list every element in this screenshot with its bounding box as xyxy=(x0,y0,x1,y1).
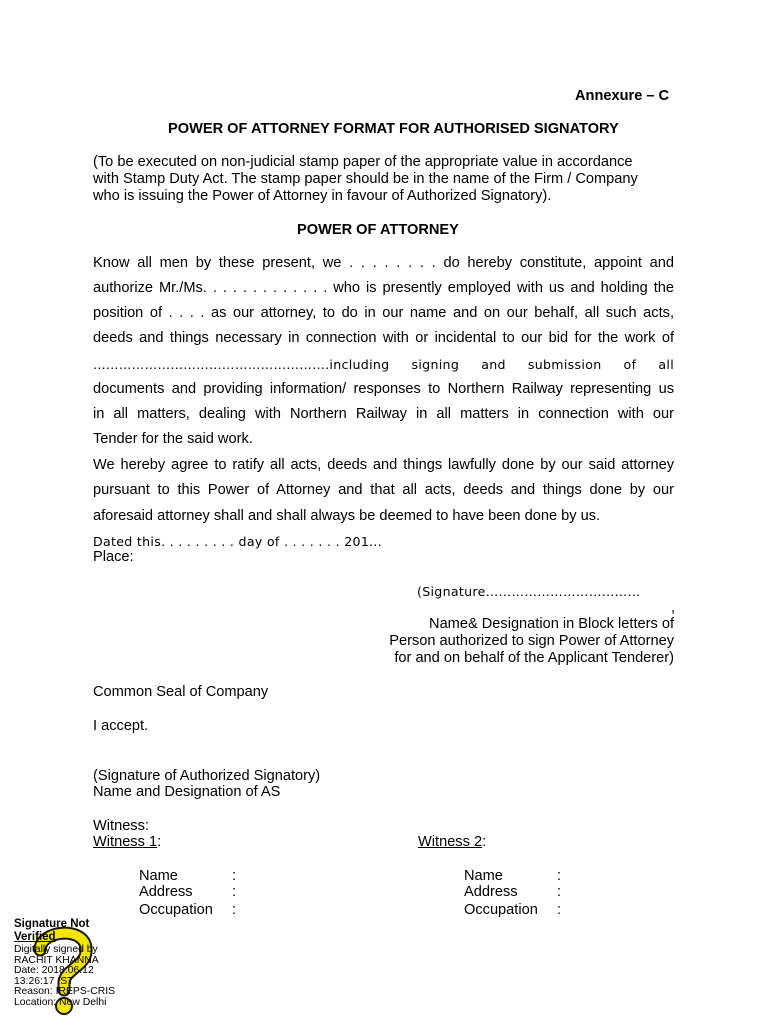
signature-location: Location: New Delhi xyxy=(14,996,107,1008)
signature-reason: Reason: IREPS-CRIS xyxy=(14,986,116,998)
signature-time: 13:26:17 IST xyxy=(14,975,74,987)
witness-2-colon: : xyxy=(482,834,487,850)
instructions-line-1: (To be executed on non-judicial stamp paper of the appropriate value in accordance xyxy=(93,154,633,170)
witness-2-label: Witness 2 xyxy=(418,834,483,850)
instructions-line-2: with Stamp Duty Act. The stamp paper should be in the name of the Firm / Company xyxy=(93,171,638,187)
witness-label: Witness: xyxy=(93,818,149,834)
body-line-5: ……………………………………………….including signing and submission of all xyxy=(93,357,674,372)
instructions-line-3: who is issuing the Power of Attorney in favour of Authorized Signatory). xyxy=(93,188,552,204)
witness-1-occupation-label: Occupation xyxy=(139,902,213,918)
body-line-2: authorize Mr./Ms. . . . . . . . . . . . . who is presently employed with us and holding the xyxy=(93,280,674,296)
witness-2-name-colon: : xyxy=(557,868,562,884)
common-seal-label: Common Seal of Company xyxy=(93,684,269,700)
signature-status-line-1: Signature Not xyxy=(14,918,90,930)
witness-2-occupation-colon: : xyxy=(557,902,562,918)
name-designation-as-label: Name and Designation of AS xyxy=(93,784,281,800)
signature-date: Date: 2018.06.12 xyxy=(14,965,94,977)
authorized-signature-label: (Signature of Authorized Signatory) xyxy=(93,768,321,784)
witness-2-address-colon: : xyxy=(557,884,562,900)
signed-by-label: Digitally signed by xyxy=(14,944,98,955)
witness-1-name-colon: : xyxy=(232,868,237,884)
place-label: Place: xyxy=(93,549,134,565)
signature-status-line-2: Verified xyxy=(14,930,56,943)
body-line-4: deeds and things necessary in connection with or incidental to our bid for the work of xyxy=(93,330,674,346)
i-accept-label: I accept. xyxy=(93,718,149,734)
body-line-7: in all matters, dealing with Northern Railway in all matters in connection with our xyxy=(93,406,674,422)
body-line-1: Know all men by these present, we . . . . . . . . do hereby constitute, appoint and xyxy=(93,255,674,271)
dated-line: Dated this. . . . . . . . . day of . . . . . . . 201... xyxy=(93,534,383,549)
witness-1-occupation-colon: : xyxy=(232,902,237,918)
body-line-6: documents and providing information/ responses to Northern Railway representing us xyxy=(93,381,674,397)
section-title: POWER OF ATTORNEY xyxy=(297,222,459,238)
signature-line: (Signature……………………………… xyxy=(417,584,641,599)
body-line-3: position of . . . . as our attorney, to do in our name and on our behalf, all such acts, xyxy=(93,305,674,321)
main-title: POWER OF ATTORNEY FORMAT FOR AUTHORISED SIGNATORY xyxy=(168,121,619,137)
witness-1-address-label: Address xyxy=(139,884,193,900)
annexure-label: Annexure – C xyxy=(575,88,670,104)
designation-line-1: Name& Designation in Block letters of xyxy=(429,616,674,632)
ratify-line-1: We hereby agree to ratify all acts, deeds and things lawfully done by our said attorney xyxy=(93,457,674,473)
witness-2-name-label: Name xyxy=(464,868,503,884)
designation-line-3: for and on behalf of the Applicant Tenderer) xyxy=(394,650,674,666)
digital-signature-block xyxy=(14,918,124,1009)
ratify-line-2: pursuant to this Power of Attorney and that all acts, deeds and things done by our xyxy=(93,482,674,498)
witness-2-occupation-label: Occupation xyxy=(464,902,538,918)
signature-comma: , xyxy=(671,600,676,616)
witness-1-name-label: Name xyxy=(139,868,178,884)
witness-1-heading xyxy=(93,834,161,851)
witness-2-heading xyxy=(418,834,486,851)
witness-1-label: Witness 1 xyxy=(93,834,158,850)
designation-line-2: Person authorized to sign Power of Attorney xyxy=(389,633,674,649)
witness-1-address-colon: : xyxy=(232,884,237,900)
witness-1-colon: : xyxy=(157,834,162,850)
witness-2-address-label: Address xyxy=(464,884,518,900)
body-line-8: Tender for the said work. xyxy=(93,431,253,447)
signer-name: RACHIT KHANNA xyxy=(14,954,99,966)
ratify-line-3: aforesaid attorney shall and shall always be deemed to have been done by us. xyxy=(93,508,601,524)
